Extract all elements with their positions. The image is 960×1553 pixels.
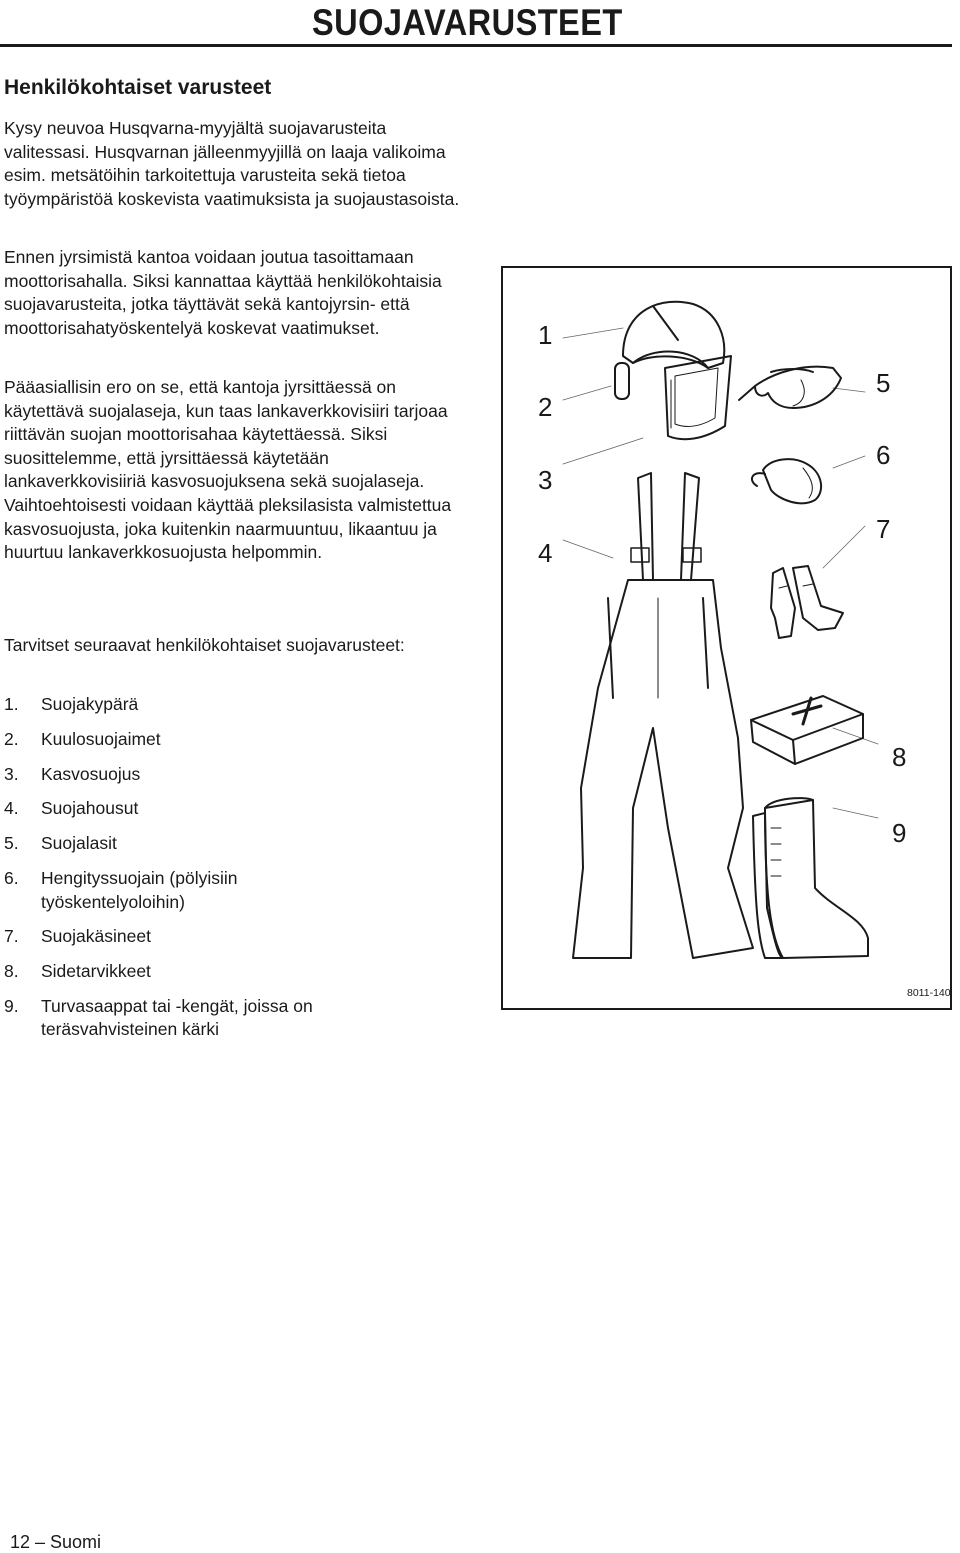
list-item xyxy=(4,763,474,787)
list-item xyxy=(4,867,301,914)
list-item-number: 9. xyxy=(4,995,19,1016)
list-item xyxy=(4,925,474,949)
equipment-figure xyxy=(501,266,952,1010)
helmet-icon xyxy=(615,302,731,439)
page-footer: 12 – Suomi xyxy=(10,1532,102,1552)
list-item-label: Suojalasit xyxy=(41,833,117,854)
list-item-label: Turvasaappat tai -kengät, joissa on teräsvahvisteinen kärki xyxy=(41,995,313,1040)
first-aid-kit-icon xyxy=(751,696,863,764)
list-item xyxy=(4,797,474,821)
list-item-number: 3. xyxy=(4,763,19,784)
list-item-number: 1. xyxy=(4,694,19,714)
callout-9: 9 xyxy=(892,818,907,848)
list-item-label: Suojahousut xyxy=(41,798,139,819)
list-item xyxy=(4,995,371,1042)
list-item-label: Hengityssuojain (pölyisiin työskentelyoloihin) xyxy=(41,867,238,912)
callout-6: 6 xyxy=(876,440,891,470)
chainsaw-paragraph: Ennen jyrsimistä kantoa voidaan joutua tasoittamaan moottorisahalla. Siksi kannattaa käyttää henkilökohtaisia suojavarusteita, jotka täyttävät sekä kantojyrsin- että moottorisahatyöskentelyä koskevat vaatimukset. xyxy=(4,247,442,338)
figure-code: 8011-140 xyxy=(907,987,951,999)
section-heading: Henkilökohtaiset varusteet xyxy=(4,76,272,99)
gloves-icon xyxy=(771,566,843,638)
list-item xyxy=(4,693,474,717)
callout-7: 7 xyxy=(876,514,891,544)
list-intro: Tarvitset seuraavat henkilökohtaiset suojavarusteet: xyxy=(4,635,405,655)
safety-boots-icon xyxy=(753,798,868,958)
list-item-number: 4. xyxy=(4,798,19,819)
list-item xyxy=(4,728,474,752)
list-item-label: Sidetarvikkeet xyxy=(41,961,151,982)
list-item-label: Kuulosuojaimet xyxy=(41,728,161,749)
page-title: SUOJAVARUSTEET xyxy=(312,2,623,43)
list-item-label: Kasvosuojus xyxy=(41,763,141,784)
list-item-label: Suojakäsineet xyxy=(41,926,151,947)
respirator-icon xyxy=(752,459,821,503)
visor-paragraph: Pääasiallisin ero on se, että kantoja jyrsittäessä on käytettävä suojalaseja, kun taas lankaverkkovisiiri tarjoaa riittävän suojan moottorisahaa käytettäessä. Siksi suosittelemme, että jyrsittäessä käytetään lankaverkkovisiiriä kasvosuojuksena sekä suojalaseja. Vaihtoehtoisesti voidaan käyttää pleksilasista valmistettua kasvosuojusta, joka kuitenkin naarmuuntuu, likaantuu ja huurtuu lankaverkkosuojusta helpommin. xyxy=(4,377,452,563)
protective-trousers-icon xyxy=(573,473,753,958)
intro-paragraph: Kysy neuvoa Husqvarna-myyjältä suojavarusteita valitessasi. Husqvarnan jälleenmyyjillä on laaja valikoima esim. metsätöihin tarkoitettuja varusteita sekä tietoa työympäristöä koskevista vaatimuksista ja suojaustasoista. xyxy=(4,118,460,209)
list-item-number: 8. xyxy=(4,961,19,982)
list-item-label: Suojakypärä xyxy=(41,694,139,714)
header-divider xyxy=(0,44,952,47)
callout-8: 8 xyxy=(892,742,907,772)
list-item-number: 6. xyxy=(4,867,19,888)
callout-4: 4 xyxy=(538,538,553,568)
list-item xyxy=(4,960,474,984)
callout-2: 2 xyxy=(538,392,553,422)
callout-1: 1 xyxy=(538,320,553,350)
callout-3: 3 xyxy=(538,465,553,495)
safety-glasses-icon xyxy=(739,367,841,408)
leader-lines xyxy=(563,328,878,818)
equipment-list xyxy=(4,693,474,1053)
list-item xyxy=(4,832,474,856)
list-item-number: 7. xyxy=(4,926,19,947)
list-item-number: 5. xyxy=(4,833,19,854)
callout-5: 5 xyxy=(876,368,891,398)
list-item-number: 2. xyxy=(4,728,19,749)
